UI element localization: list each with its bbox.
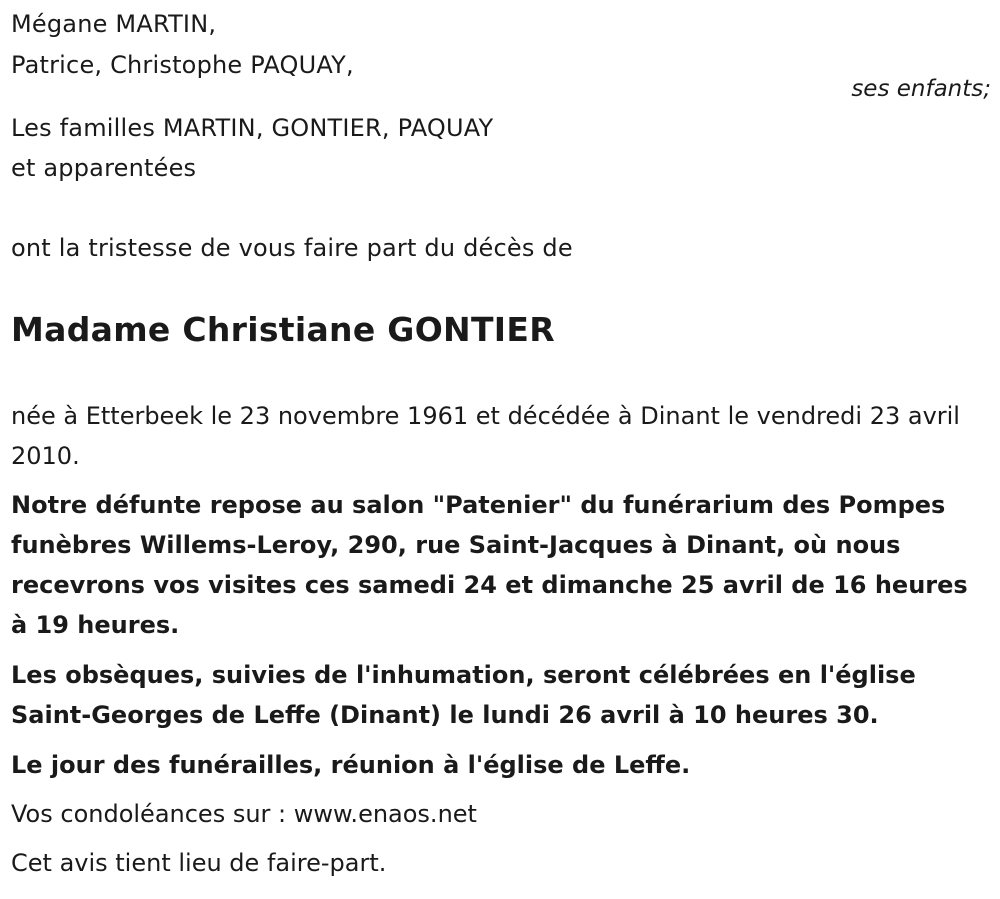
family-member-line-1: Mégane MARTIN, xyxy=(11,10,217,38)
families-line-2: et apparentées xyxy=(11,154,197,182)
condolences-line: Vos condoléances sur : www.enaos.net xyxy=(11,800,477,828)
birth-death-paragraph: née à Etterbeek le 23 novembre 1961 et décédée à Dinant le vendredi 23 avril 2010. xyxy=(11,402,960,470)
families-line-1: Les familles MARTIN, GONTIER, PAQUAY xyxy=(11,114,494,142)
funeral-paragraph: Les obsèques, suivies de l'inhumation, seront célébrées en l'église Saint-Georges de Leffe (Dinant) le lundi 26 avril à 10 heures 30. xyxy=(11,661,916,729)
meeting-paragraph: Le jour des funérailles, réunion à l'église de Leffe. xyxy=(11,751,691,779)
children-label: ses enfants; xyxy=(851,76,991,102)
visitation-paragraph: Notre défunte repose au salon "Patenier" du funérarium des Pompes funèbres Willems-Leroy, 290, rue Saint-Jacques à Dinant, où nous recevrons vos visites ces samedi 24 et dimanche 25 avril de 16 heures à 19 heures. xyxy=(11,491,968,639)
obituary-notice xyxy=(11,0,991,899)
notice-line: Cet avis tient lieu de faire-part. xyxy=(11,849,387,877)
announcement-intro: ont la tristesse de vous faire part du décès de xyxy=(11,234,573,262)
deceased-name: Madame Christiane GONTIER xyxy=(11,310,555,349)
family-member-line-2: Patrice, Christophe PAQUAY, xyxy=(11,51,354,79)
